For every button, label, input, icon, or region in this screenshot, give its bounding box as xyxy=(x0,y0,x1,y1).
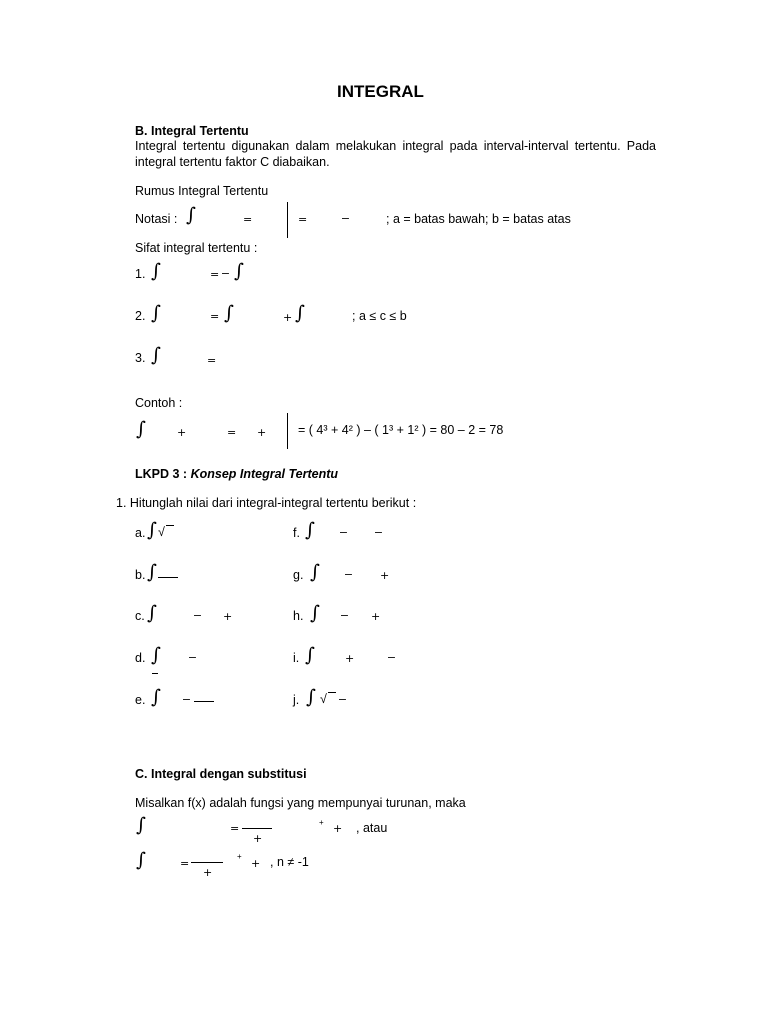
section-c-heading: C. Integral dengan substitusi xyxy=(135,767,307,781)
fraction-bar xyxy=(152,673,158,674)
contoh-result: = ( 4³ + 4² ) – ( 1³ + 1² ) = 80 – 2 = 78 xyxy=(298,423,504,437)
plus-symbol: + xyxy=(380,569,390,582)
sqrt-bar xyxy=(166,525,174,526)
equals-symbol: = xyxy=(207,354,217,367)
exercise-label: b. xyxy=(135,568,146,582)
plus-symbol: + xyxy=(371,610,381,623)
lkpd-heading-italic: Konsep Integral Tertentu xyxy=(190,467,339,481)
page-title: INTEGRAL xyxy=(337,82,424,101)
integral-symbol: ∫ xyxy=(234,260,244,282)
lkpd-heading-prefix: LKPD 3 : xyxy=(135,467,191,481)
rumus-label: Rumus Integral Tertentu xyxy=(135,184,269,198)
formula1-tail: , atau xyxy=(356,821,388,835)
integral-symbol: ∫ xyxy=(151,260,161,282)
sifat-number: 1. xyxy=(135,267,146,281)
integral-symbol: ∫ xyxy=(305,519,315,541)
formula2-tail: , n ≠ -1 xyxy=(270,855,309,869)
fraction-bar xyxy=(194,701,214,702)
plus-symbol: + xyxy=(203,866,213,879)
exercise-label: e. xyxy=(135,693,146,707)
equals-symbol: = xyxy=(180,857,190,870)
equals-symbol: = xyxy=(243,213,253,226)
minus-symbol: – xyxy=(388,650,395,664)
exercise-label: f. xyxy=(293,526,300,540)
integral-symbol: ∫ xyxy=(147,561,157,583)
integral-symbol: ∫ xyxy=(186,204,196,226)
integral-symbol: ∫ xyxy=(151,302,161,324)
lkpd-heading xyxy=(135,468,338,481)
section-b-paragraph: Integral tertentu digunakan dalam melakukan integral pada interval-interval tertentu. Pada integral tertentu faktor C diabaikan. xyxy=(135,139,656,169)
plus-symbol: + xyxy=(251,857,261,870)
sifat-label: Sifat integral tertentu : xyxy=(135,241,258,255)
exercise-label: d. xyxy=(135,651,146,665)
exercise-label: g. xyxy=(293,568,304,582)
minus-symbol: – xyxy=(339,692,346,706)
integral-symbol: ∫ xyxy=(151,686,161,708)
sqrt-symbol: √ xyxy=(320,692,327,706)
sqrt-bar xyxy=(328,692,336,693)
evaluation-bar xyxy=(287,413,288,449)
plus-symbol: + xyxy=(177,426,187,439)
equals-symbol: = xyxy=(230,822,240,835)
section-c-intro: Misalkan f(x) adalah fungsi yang mempunyai turunan, maka xyxy=(135,796,466,810)
exercise-label: a. xyxy=(135,526,146,540)
evaluation-bar xyxy=(287,202,288,238)
integral-symbol: ∫ xyxy=(310,602,320,624)
notasi-label: Notasi : xyxy=(135,212,178,226)
exercise-label: j. xyxy=(293,693,300,707)
integral-symbol: ∫ xyxy=(306,686,316,708)
equals-symbol: = xyxy=(227,426,237,439)
plus-symbol: + xyxy=(319,818,324,827)
fraction-bar xyxy=(191,862,223,863)
exercise-label: c. xyxy=(135,609,145,623)
sifat-number: 2. xyxy=(135,309,146,323)
integral-symbol: ∫ xyxy=(310,561,320,583)
integral-symbol: ∫ xyxy=(136,418,146,440)
minus-symbol: – xyxy=(340,525,347,539)
minus-symbol: – xyxy=(222,266,229,280)
lkpd-question: 1. Hitunglah nilai dari integral-integral tertentu berikut : xyxy=(116,496,417,510)
integral-symbol: ∫ xyxy=(136,849,146,871)
minus-symbol: – xyxy=(194,608,201,622)
integral-symbol: ∫ xyxy=(147,602,157,624)
plus-symbol: + xyxy=(333,822,343,835)
equals-symbol: = xyxy=(210,310,220,323)
exercise-label: i. xyxy=(293,651,300,665)
integral-symbol: ∫ xyxy=(151,344,161,366)
minus-symbol: – xyxy=(189,650,196,664)
fraction-bar xyxy=(158,577,178,578)
plus-symbol: + xyxy=(345,652,355,665)
fraction-bar xyxy=(242,828,272,829)
integral-symbol: ∫ xyxy=(147,519,157,541)
sifat-number: 3. xyxy=(135,351,146,365)
section-b-heading: B. Integral Tertentu xyxy=(135,124,249,138)
minus-symbol: – xyxy=(342,211,349,225)
sqrt-symbol: √ xyxy=(158,525,165,539)
contoh-label: Contoh : xyxy=(135,396,183,410)
plus-symbol: + xyxy=(237,852,242,861)
plus-symbol: + xyxy=(253,832,263,845)
equals-symbol: = xyxy=(210,268,220,281)
minus-symbol: – xyxy=(341,608,348,622)
plus-symbol: + xyxy=(223,610,233,623)
integral-symbol: ∫ xyxy=(136,814,146,836)
exercise-label: h. xyxy=(293,609,304,623)
notasi-note: ; a = batas bawah; b = batas atas xyxy=(386,212,571,226)
minus-symbol: – xyxy=(375,525,382,539)
minus-symbol: – xyxy=(183,692,190,706)
minus-symbol: – xyxy=(345,567,352,581)
plus-symbol: + xyxy=(257,426,267,439)
integral-symbol: ∫ xyxy=(305,644,315,666)
integral-symbol: ∫ xyxy=(295,302,305,324)
integral-symbol: ∫ xyxy=(224,302,234,324)
plus-symbol: + xyxy=(283,311,293,324)
sifat-condition: ; a ≤ c ≤ b xyxy=(352,309,407,323)
integral-symbol: ∫ xyxy=(151,644,161,666)
equals-symbol: = xyxy=(298,213,308,226)
